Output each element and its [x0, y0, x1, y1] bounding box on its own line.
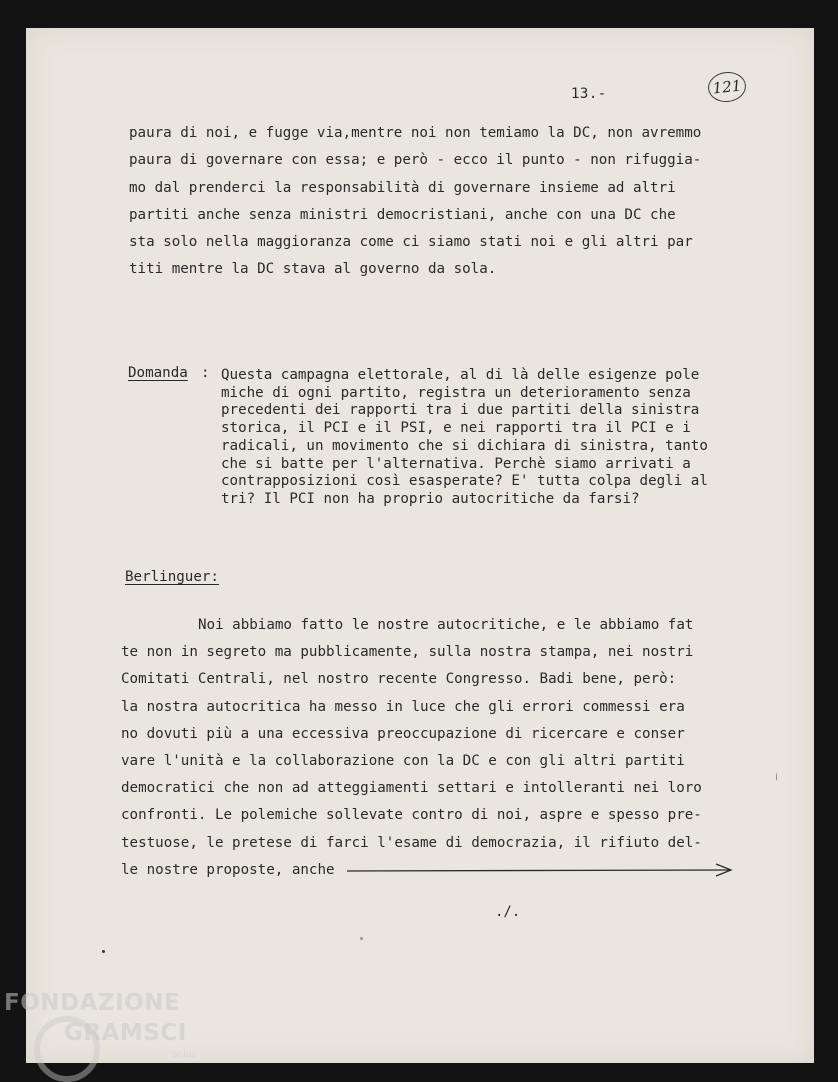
- text-line: te non in segreto ma pubblicamente, sulla nostra stampa, nei nostri: [121, 644, 694, 661]
- text-line: mo dal prenderci la responsabilità di governare insieme ad altri: [129, 179, 676, 196]
- text-line: radicali, un movimento che si dichiara di sinistra, tanto: [221, 437, 708, 454]
- text-line: Noi abbiamo fatto le nostre autocritiche, e le abbiamo fat: [198, 617, 694, 633]
- speaker-label: Berlinguer:: [125, 569, 219, 585]
- text-line: Comitati Centrali, nel nostro recente Congresso. Badi bene, però:: [121, 671, 677, 688]
- text-line-last-words: le nostre proposte, anche: [121, 861, 335, 878]
- question-label-colon: :: [201, 365, 210, 381]
- paper-speck: [102, 950, 105, 953]
- text-line: Questa campagna elettorale, al di là delle esigenze pole: [221, 367, 700, 383]
- page-number: 13.-: [571, 86, 607, 102]
- text-line: contrapposizioni così esasperate? E' tutta colpa degli al: [221, 473, 708, 490]
- text-line: sta solo nella maggioranza come ci siamo stati noi e gli altri par: [129, 234, 693, 251]
- text-line: storica, il PCI e il PSI, e nei rapporti tra il PCI e i: [221, 420, 691, 437]
- text-line: precedenti dei rapporti tra i due partiti della sinistra: [221, 402, 700, 419]
- watermark: [4, 988, 187, 1048]
- text-line: no dovuti più a una eccessiva preoccupazione di ricercare e conser: [121, 725, 685, 742]
- text-line: confronti. Le polemiche sollevate contro di noi, aspre e spesso pre-: [121, 807, 702, 824]
- question-text: [221, 367, 708, 509]
- text-line: tri? Il PCI non ha proprio autocritiche da farsi?: [221, 490, 640, 507]
- text-line: miche di ogni partito, registra un deterioramento senza: [221, 384, 691, 401]
- text-line: paura di noi, e fugge via,mentre noi non temiamo la DC, non avremmo: [129, 125, 702, 141]
- watermark-line2: GRAMSCI: [64, 1020, 187, 1046]
- text-line: la nostra autocritica ha messo in luce che gli errori commessi era: [121, 698, 685, 715]
- paragraph-continuation: [129, 120, 701, 284]
- question-label: Domanda: [128, 365, 188, 381]
- text-line-last: [121, 857, 735, 884]
- text-line: partiti anche senza ministri democristiani, anche con una DC che: [129, 206, 676, 223]
- text-line: che si batte per l'alternativa. Perchè siamo arrivati a: [221, 455, 691, 472]
- paper-speck: [776, 773, 777, 781]
- text-line: titi mentre la DC stava al governo da sola.: [129, 261, 497, 278]
- text-line: testuose, le pretese di farci l'esame di democrazia, il rifiuto del-: [121, 834, 702, 851]
- watermark-line1: FONDAZIONE: [4, 990, 181, 1016]
- continuation-arrow-icon: [345, 863, 735, 877]
- text-line: democratici che non ad atteggiamenti settari e intolleranti nei loro: [121, 780, 702, 797]
- text-line: vare l'unità e la collaborazione con la DC e con gli altri partiti: [121, 753, 685, 770]
- document-page: [26, 28, 814, 1063]
- watermark-sub: onlus: [172, 1050, 197, 1060]
- text-line: paura di governare con essa; e però - ecco il punto - non rifuggia-: [129, 152, 702, 169]
- archive-stamp: 121: [707, 70, 748, 104]
- paper-speck: [360, 937, 363, 940]
- answer-text: [121, 612, 735, 884]
- continued-mark: ./.: [495, 904, 521, 920]
